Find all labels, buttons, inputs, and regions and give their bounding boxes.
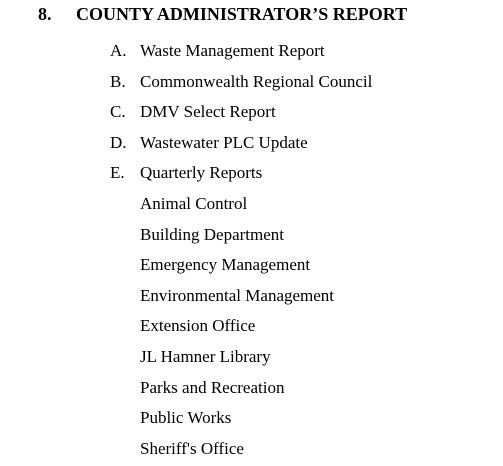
item-text: Quarterly Reports: [140, 163, 263, 183]
sub-item-extension-office: [0, 311, 503, 342]
item-text: Building Department: [140, 224, 285, 244]
item-text: Commonwealth Regional Council: [140, 71, 373, 91]
agenda-item-dmv-select: [0, 97, 503, 128]
agenda-item-list: [0, 36, 503, 464]
agenda-item-quarterly-reports: [0, 158, 503, 189]
agenda-item-commonwealth-regional-council: [0, 67, 503, 98]
item-text: JL Hamner Library: [140, 346, 271, 366]
item-letter: E.: [110, 163, 125, 183]
item-letter: C.: [110, 102, 126, 122]
section-number: 8.: [38, 4, 52, 24]
section-title: COUNTY ADMINISTRATOR’S REPORT: [76, 4, 408, 24]
sub-item-building-department: [0, 220, 503, 251]
sub-item-public-works: [0, 403, 503, 434]
item-text: Wastewater PLC Update: [140, 132, 308, 152]
sub-item-emergency-management: [0, 250, 503, 281]
item-text: Parks and Recreation: [140, 377, 285, 397]
item-text: Waste Management Report: [140, 41, 325, 60]
item-text: DMV Select Report: [140, 102, 276, 122]
item-text: Sheriff's Office: [140, 438, 244, 458]
item-text: Environmental Management: [140, 285, 335, 305]
sub-item-environmental-management: [0, 281, 503, 312]
sub-item-jl-hamner-library: [0, 342, 503, 373]
sub-item-sheriffs-office: [0, 434, 503, 465]
item-text: Extension Office: [140, 316, 256, 336]
item-letter: A.: [110, 41, 127, 60]
agenda-item-waste-management: [0, 36, 503, 67]
sub-item-parks-and-recreation: [0, 373, 503, 404]
item-letter: D.: [110, 132, 127, 152]
sub-item-animal-control: [0, 189, 503, 220]
item-letter: B.: [110, 71, 126, 91]
agenda-item-wastewater-plc: [0, 128, 503, 159]
item-text: Emergency Management: [140, 255, 311, 275]
item-text: Public Works: [140, 408, 232, 428]
item-text: Animal Control: [140, 193, 248, 213]
